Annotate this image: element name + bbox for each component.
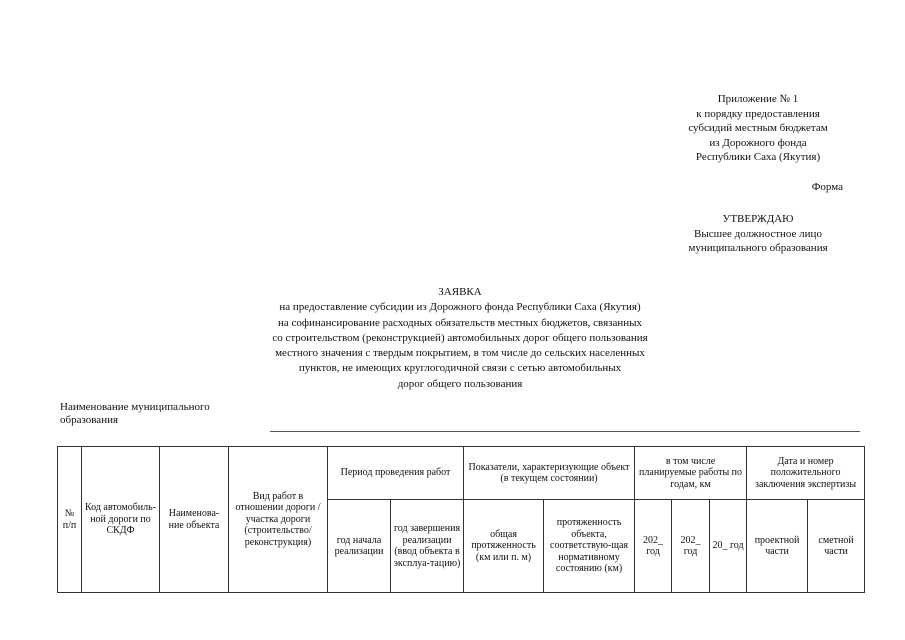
approval-line: УТВЕРЖДАЮ: [722, 213, 794, 225]
document-title: [220, 285, 700, 392]
approval-line: Высшее должностное лицо: [694, 227, 822, 240]
appendix-line: из Дорожного фонда: [709, 136, 807, 149]
header-cell-end-year: год завершения реализации (ввод объекта в эксплуа-тацию): [391, 500, 464, 593]
title-line: ЗАЯВКА: [438, 286, 482, 298]
header-cell-road-code: Код автомобиль-ной дороги по СКДФ: [82, 447, 160, 593]
title-line: местного значения с твердым покрытием, в том числе до сельских населенных: [275, 347, 645, 360]
municipality-name-line[interactable]: [270, 431, 860, 432]
appendix-line: к порядку предоставления: [696, 107, 820, 120]
header-cell-year-2: 202_ год: [672, 500, 710, 593]
title-line: на предоставление субсидии из Дорожного фонда Республики Саха (Якутия): [279, 301, 641, 314]
title-line: пунктов, не имеющих круглогодичной связи с сетью автомобильных: [298, 362, 622, 375]
title-line: со строительством (реконструкцией) автомобильных дорог общего пользования: [272, 331, 648, 344]
municipality-label: [60, 401, 210, 427]
header-cell-estimate-part: сметной части: [808, 500, 865, 593]
municipality-label-line: Наименование муниципального: [60, 401, 210, 413]
appendix-block: [650, 92, 866, 165]
approval-block: [650, 212, 866, 256]
appendix-line: Республики Саха (Якутия): [695, 151, 821, 164]
header-cell-total-length: общая протяженность (км или п. м): [464, 500, 544, 593]
header-cell-work-type: Вид работ в отношении дороги / участка дороги (строительство/ реконструкция): [229, 447, 328, 593]
municipality-label-line: образования: [60, 414, 119, 426]
title-line: на софинансирование расходных обязательств местных бюджетов, связанных: [277, 316, 643, 329]
header-group-planned-works: в том числе планируемые работы по годам, км: [635, 447, 747, 500]
form-label: Форма: [811, 181, 843, 193]
header-group-indicators: Показатели, характеризующие объект (в текущем состоянии): [464, 447, 635, 500]
header-group-period: Период проведения работ: [328, 447, 464, 500]
header-cell-compliant-length: протяженность объекта, соответствую-щая нормативному состоянию (км): [544, 500, 635, 593]
application-table: [57, 446, 865, 593]
header-group-expertise: Дата и номер положительного заключения экспертизы: [747, 447, 865, 500]
header-cell-object-name: Наименова-ние объекта: [160, 447, 229, 593]
header-cell-num: № п/п: [58, 447, 82, 593]
appendix-line: субсидий местным бюджетам: [688, 122, 828, 135]
header-cell-year-3: 20_ год: [710, 500, 747, 593]
header-cell-project-part: проектной части: [747, 500, 808, 593]
header-cell-start-year: год начала реализации: [328, 500, 391, 593]
header-cell-year-1: 202_ год: [635, 500, 672, 593]
appendix-line: Приложение № 1: [717, 93, 799, 105]
approval-line: муниципального образования: [688, 242, 828, 255]
title-line: дорог общего пользования: [397, 377, 523, 390]
